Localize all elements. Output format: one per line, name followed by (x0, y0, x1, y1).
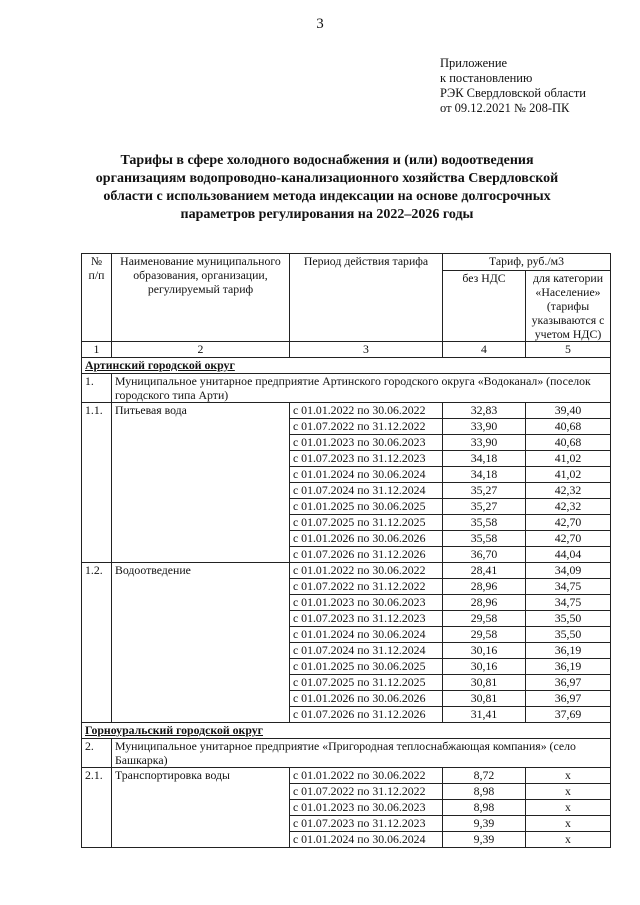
tariff-population-cell: х (526, 800, 611, 816)
tariff-no-vat-cell: 35,27 (443, 483, 526, 499)
period-cell: с 01.07.2022 по 31.12.2022 (290, 784, 443, 800)
tariff-no-vat-cell: 33,90 (443, 435, 526, 451)
tariff-population-cell: 39,40 (526, 403, 611, 419)
period-cell: с 01.01.2023 по 30.06.2023 (290, 595, 443, 611)
period-cell: с 01.01.2022 по 30.06.2022 (290, 563, 443, 579)
column-number: 1 (82, 342, 112, 358)
period-cell: с 01.01.2024 по 30.06.2024 (290, 467, 443, 483)
region-name: Артинский городской округ (82, 358, 611, 374)
document-title (78, 152, 576, 224)
table-header-row (82, 254, 611, 271)
table-row (82, 403, 611, 419)
period-cell: с 01.07.2023 по 31.12.2023 (290, 611, 443, 627)
org-name: Муниципальное унитарное предприятие «Пригородная теплоснабжающая компания» (село Башкарка) (112, 739, 611, 768)
period-cell: с 01.07.2024 по 31.12.2024 (290, 643, 443, 659)
period-cell: с 01.07.2022 по 31.12.2022 (290, 579, 443, 595)
tariff-population-cell: 35,50 (526, 627, 611, 643)
tariff-population-cell: 44,04 (526, 547, 611, 563)
tariff-population-cell: 34,75 (526, 579, 611, 595)
period-cell: с 01.01.2025 по 30.06.2025 (290, 499, 443, 515)
tariff-no-vat-cell: 35,58 (443, 515, 526, 531)
appendix-line: от 09.12.2021 № 208-ПК (440, 101, 570, 115)
appendix-block (440, 56, 586, 116)
column-number: 5 (526, 342, 611, 358)
tariff-no-vat-cell: 35,58 (443, 531, 526, 547)
tariff-population-cell: 34,09 (526, 563, 611, 579)
tariff-no-vat-cell: 30,81 (443, 675, 526, 691)
tariff-no-vat-cell: 34,18 (443, 451, 526, 467)
tariff-no-vat-cell: 8,98 (443, 800, 526, 816)
service-name: Водоотведение (112, 563, 290, 723)
period-cell: с 01.07.2026 по 31.12.2026 (290, 547, 443, 563)
tariff-no-vat-cell: 35,27 (443, 499, 526, 515)
tariff-no-vat-cell: 9,39 (443, 816, 526, 832)
tariff-population-cell: 42,70 (526, 515, 611, 531)
period-cell: с 01.01.2026 по 30.06.2026 (290, 531, 443, 547)
table-row (82, 563, 611, 579)
period-cell: с 01.07.2024 по 31.12.2024 (290, 483, 443, 499)
service-num: 1.2. (82, 563, 112, 723)
tariff-population-cell: 40,68 (526, 419, 611, 435)
title-line: организациям водопроводно-канализационного хозяйства Свердловской (95, 171, 559, 186)
tariff-no-vat-cell: 28,96 (443, 579, 526, 595)
tariff-population-cell: 41,02 (526, 467, 611, 483)
tariff-population-cell: х (526, 768, 611, 784)
column-numbers-row (82, 342, 611, 358)
tariff-population-cell: 36,97 (526, 691, 611, 707)
header-tariff-group: Тариф, руб./м3 (443, 254, 611, 271)
period-cell: с 01.01.2023 по 30.06.2023 (290, 435, 443, 451)
org-num: 1. (82, 374, 112, 403)
org-num: 2. (82, 739, 112, 768)
region-name: Горноуральский городской округ (82, 723, 611, 739)
column-number: 2 (112, 342, 290, 358)
tariff-no-vat-cell: 29,58 (443, 611, 526, 627)
tariff-population-cell: 36,19 (526, 659, 611, 675)
period-cell: с 01.07.2026 по 31.12.2026 (290, 707, 443, 723)
appendix-line: РЭК Свердловской области (440, 86, 586, 100)
tariff-population-cell: 40,68 (526, 435, 611, 451)
tariff-no-vat-cell: 8,98 (443, 784, 526, 800)
tariff-population-cell: 42,70 (526, 531, 611, 547)
period-cell: с 01.01.2022 по 30.06.2022 (290, 768, 443, 784)
org-row (82, 739, 611, 768)
tariff-no-vat-cell: 8,72 (443, 768, 526, 784)
tariff-no-vat-cell: 31,41 (443, 707, 526, 723)
appendix-line: к постановлению (440, 71, 533, 85)
column-number: 4 (443, 342, 526, 358)
tariff-no-vat-cell: 32,83 (443, 403, 526, 419)
appendix-line: Приложение (440, 56, 508, 70)
header-num: № п/п (82, 254, 112, 342)
tariff-no-vat-cell: 29,58 (443, 627, 526, 643)
region-row (82, 723, 611, 739)
tariff-no-vat-cell: 28,41 (443, 563, 526, 579)
service-name: Транспортировка воды (112, 768, 290, 848)
region-row (82, 358, 611, 374)
title-line: параметров регулирования на 2022–2026 годы (180, 207, 474, 222)
tariff-population-cell: х (526, 832, 611, 848)
tariff-no-vat-cell: 34,18 (443, 467, 526, 483)
title-line: области с использованием метода индексации на основе долгосрочных (103, 189, 551, 204)
header-no-vat: без НДС (443, 271, 526, 342)
header-period: Период действия тарифа (290, 254, 443, 342)
period-cell: с 01.01.2024 по 30.06.2024 (290, 627, 443, 643)
tariff-population-cell: 42,32 (526, 499, 611, 515)
period-cell: с 01.01.2022 по 30.06.2022 (290, 403, 443, 419)
period-cell: с 01.01.2026 по 30.06.2026 (290, 691, 443, 707)
column-number: 3 (290, 342, 443, 358)
tariff-table (81, 253, 611, 848)
tariff-no-vat-cell: 33,90 (443, 419, 526, 435)
org-name: Муниципальное унитарное предприятие Артинского городского округа «Водоканал» (поселок городского типа Арти) (112, 374, 611, 403)
tariff-population-cell: 41,02 (526, 451, 611, 467)
tariff-population-cell: 36,97 (526, 675, 611, 691)
service-num: 1.1. (82, 403, 112, 563)
period-cell: с 01.01.2024 по 30.06.2024 (290, 832, 443, 848)
tariff-population-cell: 35,50 (526, 611, 611, 627)
service-num: 2.1. (82, 768, 112, 848)
tariff-population-cell: 34,75 (526, 595, 611, 611)
period-cell: с 01.07.2023 по 31.12.2023 (290, 451, 443, 467)
tariff-population-cell: х (526, 784, 611, 800)
org-row (82, 374, 611, 403)
tariff-population-cell: 42,32 (526, 483, 611, 499)
period-cell: с 01.07.2025 по 31.12.2025 (290, 675, 443, 691)
tariff-no-vat-cell: 30,81 (443, 691, 526, 707)
service-name: Питьевая вода (112, 403, 290, 563)
tariff-no-vat-cell: 30,16 (443, 659, 526, 675)
header-name: Наименование муниципального образования, организации, регулируемый тариф (112, 254, 290, 342)
header-population: для категории «Население» (тарифы указываются с учетом НДС) (526, 271, 611, 342)
tariff-population-cell: 36,19 (526, 643, 611, 659)
tariff-population-cell: 37,69 (526, 707, 611, 723)
title-line: Тарифы в сфере холодного водоснабжения и (или) водоотведения (120, 153, 534, 168)
period-cell: с 01.07.2023 по 31.12.2023 (290, 816, 443, 832)
tariff-no-vat-cell: 9,39 (443, 832, 526, 848)
tariff-no-vat-cell: 28,96 (443, 595, 526, 611)
period-cell: с 01.07.2025 по 31.12.2025 (290, 515, 443, 531)
tariff-no-vat-cell: 36,70 (443, 547, 526, 563)
period-cell: с 01.01.2023 по 30.06.2023 (290, 800, 443, 816)
table-row (82, 768, 611, 784)
period-cell: с 01.07.2022 по 31.12.2022 (290, 419, 443, 435)
tariff-no-vat-cell: 30,16 (443, 643, 526, 659)
period-cell: с 01.01.2025 по 30.06.2025 (290, 659, 443, 675)
page-number: 3 (316, 16, 324, 32)
tariff-population-cell: х (526, 816, 611, 832)
